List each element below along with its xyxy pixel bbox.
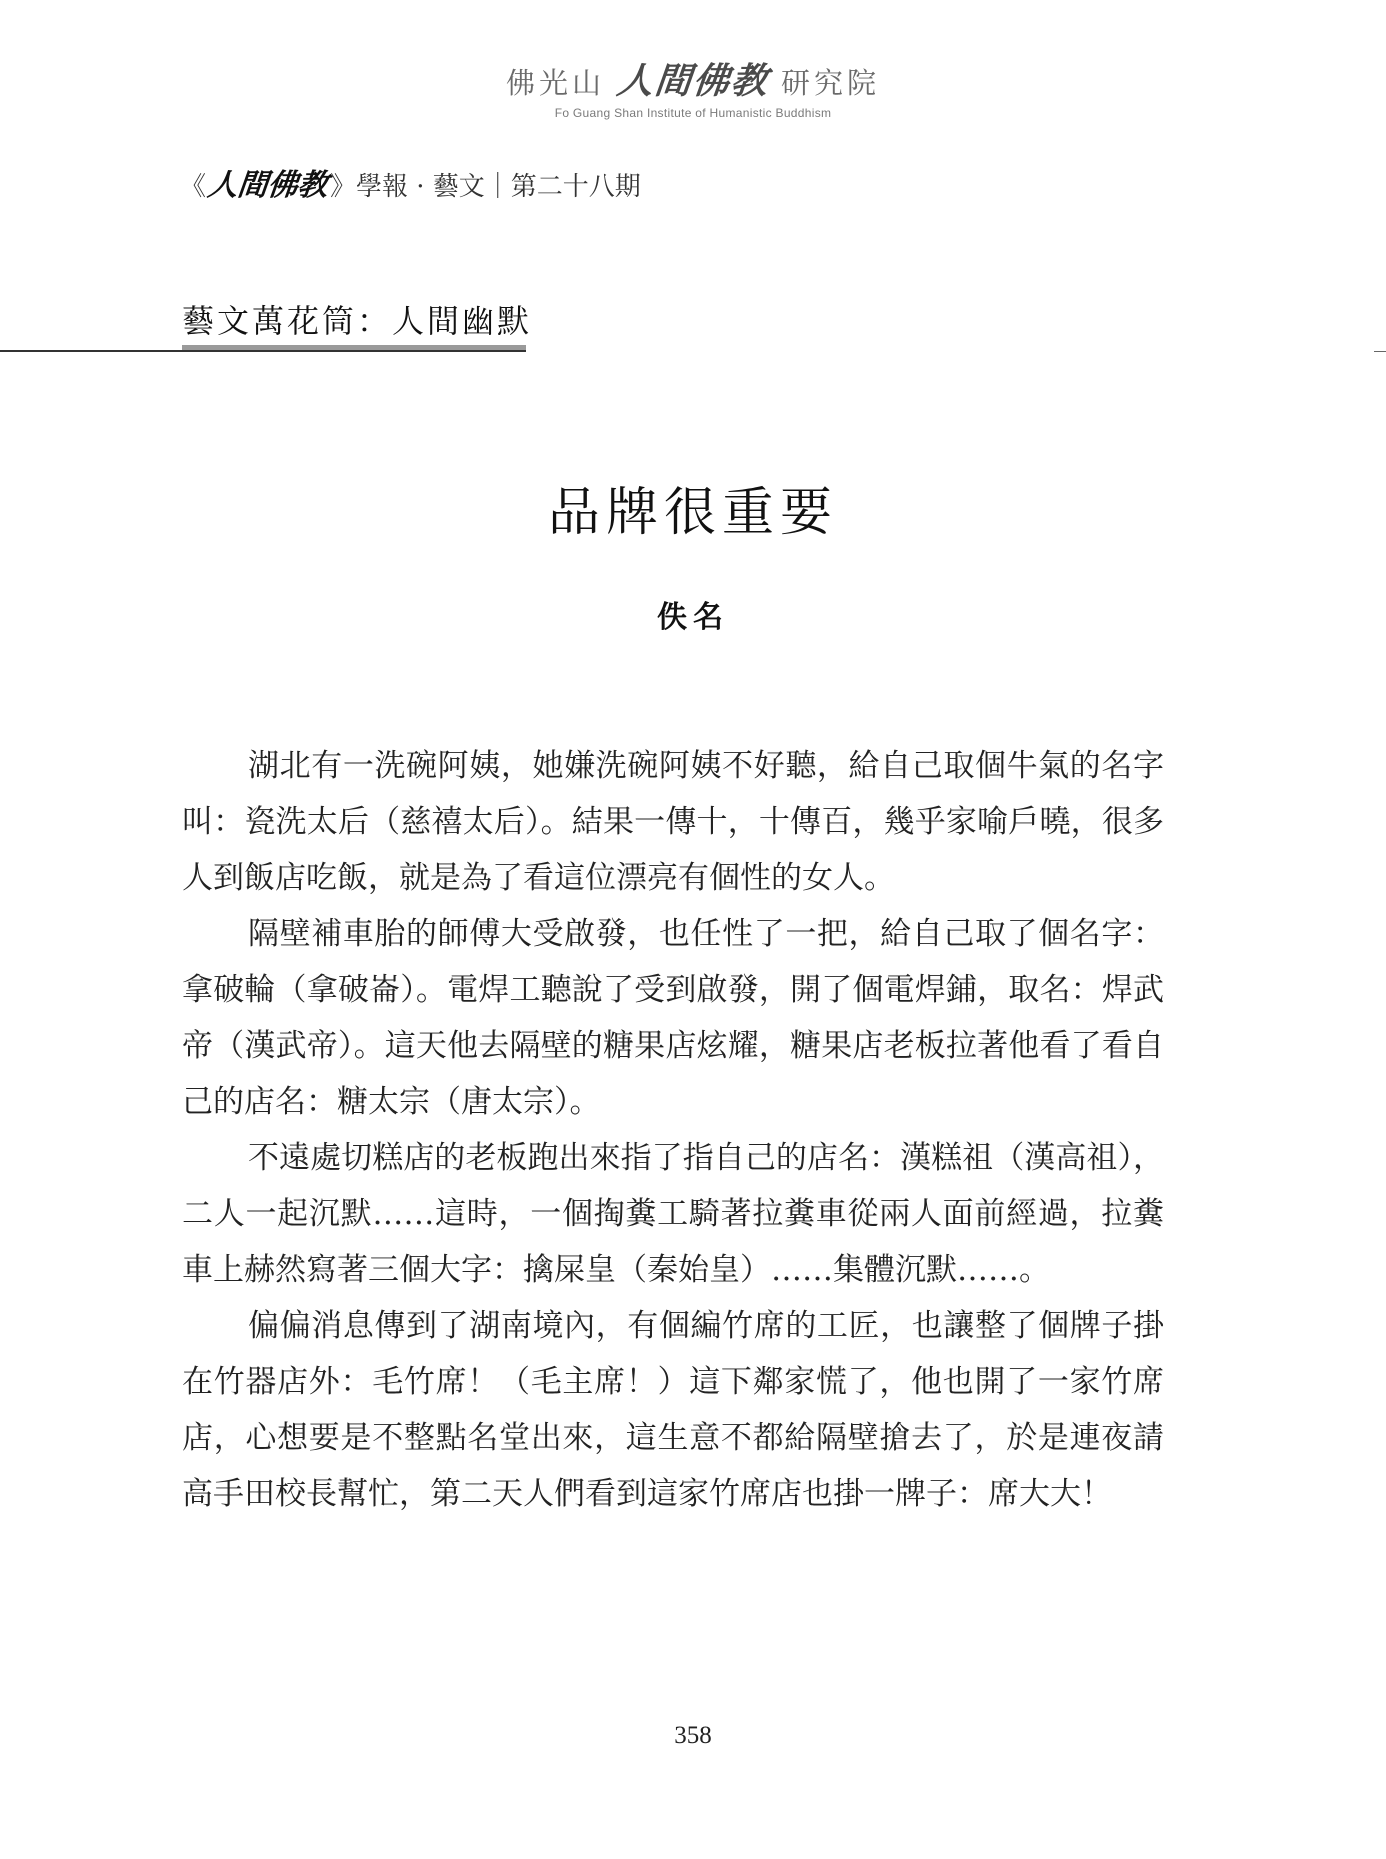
article-author: 佚名: [657, 600, 729, 635]
section-title: 藝文萬花筒：人間幽默: [182, 302, 533, 340]
journal-open-bracket: 《: [180, 172, 207, 202]
paragraph-2: 隔壁補車胎的師傅大受啟發，也任性了一把，給自己取了個名字：拿破輪（拿破崙）。電焊工聽說了受到啟發，開了個電焊鋪，取名：焊武帝（漢武帝）。這天他去隔壁的糖果店炫耀，糖果店老板拉著他看了看自己的店名：糖太宗（唐太宗）。: [182, 916, 1164, 1120]
paragraph-1: 湖北有一洗碗阿姨，她嫌洗碗阿姨不好聽，給自己取個牛氣的名字叫：瓷洗太后（慈禧太后）。結果一傳十，十傳百，幾乎家喻戶曉，很多人到飯店吃飯，就是為了看這位漂亮有個性的女人。: [182, 748, 1164, 896]
institute-name: [0, 62, 1386, 102]
article-body: [182, 738, 1164, 1522]
institute-prefix: 佛光山: [505, 66, 605, 100]
journal-header: [180, 160, 641, 204]
page-number: 358: [674, 1722, 712, 1749]
paragraph-4: 偏偏消息傳到了湖南境內，有個編竹席的工匠，也讓整了個牌子掛在竹器店外：毛竹席！（毛主席！）這下鄰家慌了，他也開了一家竹席店，心想要是不整點名堂出來，這生意不都給隔壁搶去了，於是連夜請高手田校長幫忙，第二天人們看到這家竹席店也掛一牌子：席大大！: [182, 1308, 1164, 1512]
section-divider: [0, 350, 526, 352]
journal-issue-info: 》學報 · 藝文｜第二十八期: [330, 172, 641, 202]
article-title: 品牌很重要: [547, 483, 838, 543]
institute-header: [0, 62, 1386, 120]
paragraph-3: 不遠處切糕店的老板跑出來指了指自己的店名：漢糕祖（漢高祖），二人一起沉默……這時，一個掏糞工騎著拉糞車從兩人面前經過，拉糞車上赫然寫著三個大字：擒屎皇（秦始皇）……集體沉默……。: [182, 1140, 1164, 1288]
edge-crop-mark: [1374, 351, 1386, 352]
section-underline: [182, 345, 526, 350]
journal-brand-logo: 人間佛教: [205, 168, 330, 203]
institute-brand-logo: 人間佛教: [614, 60, 772, 102]
institute-suffix: 研究院: [781, 66, 881, 100]
institute-english-name: Fo Guang Shan Institute of Humanistic Buddhism: [554, 106, 832, 120]
